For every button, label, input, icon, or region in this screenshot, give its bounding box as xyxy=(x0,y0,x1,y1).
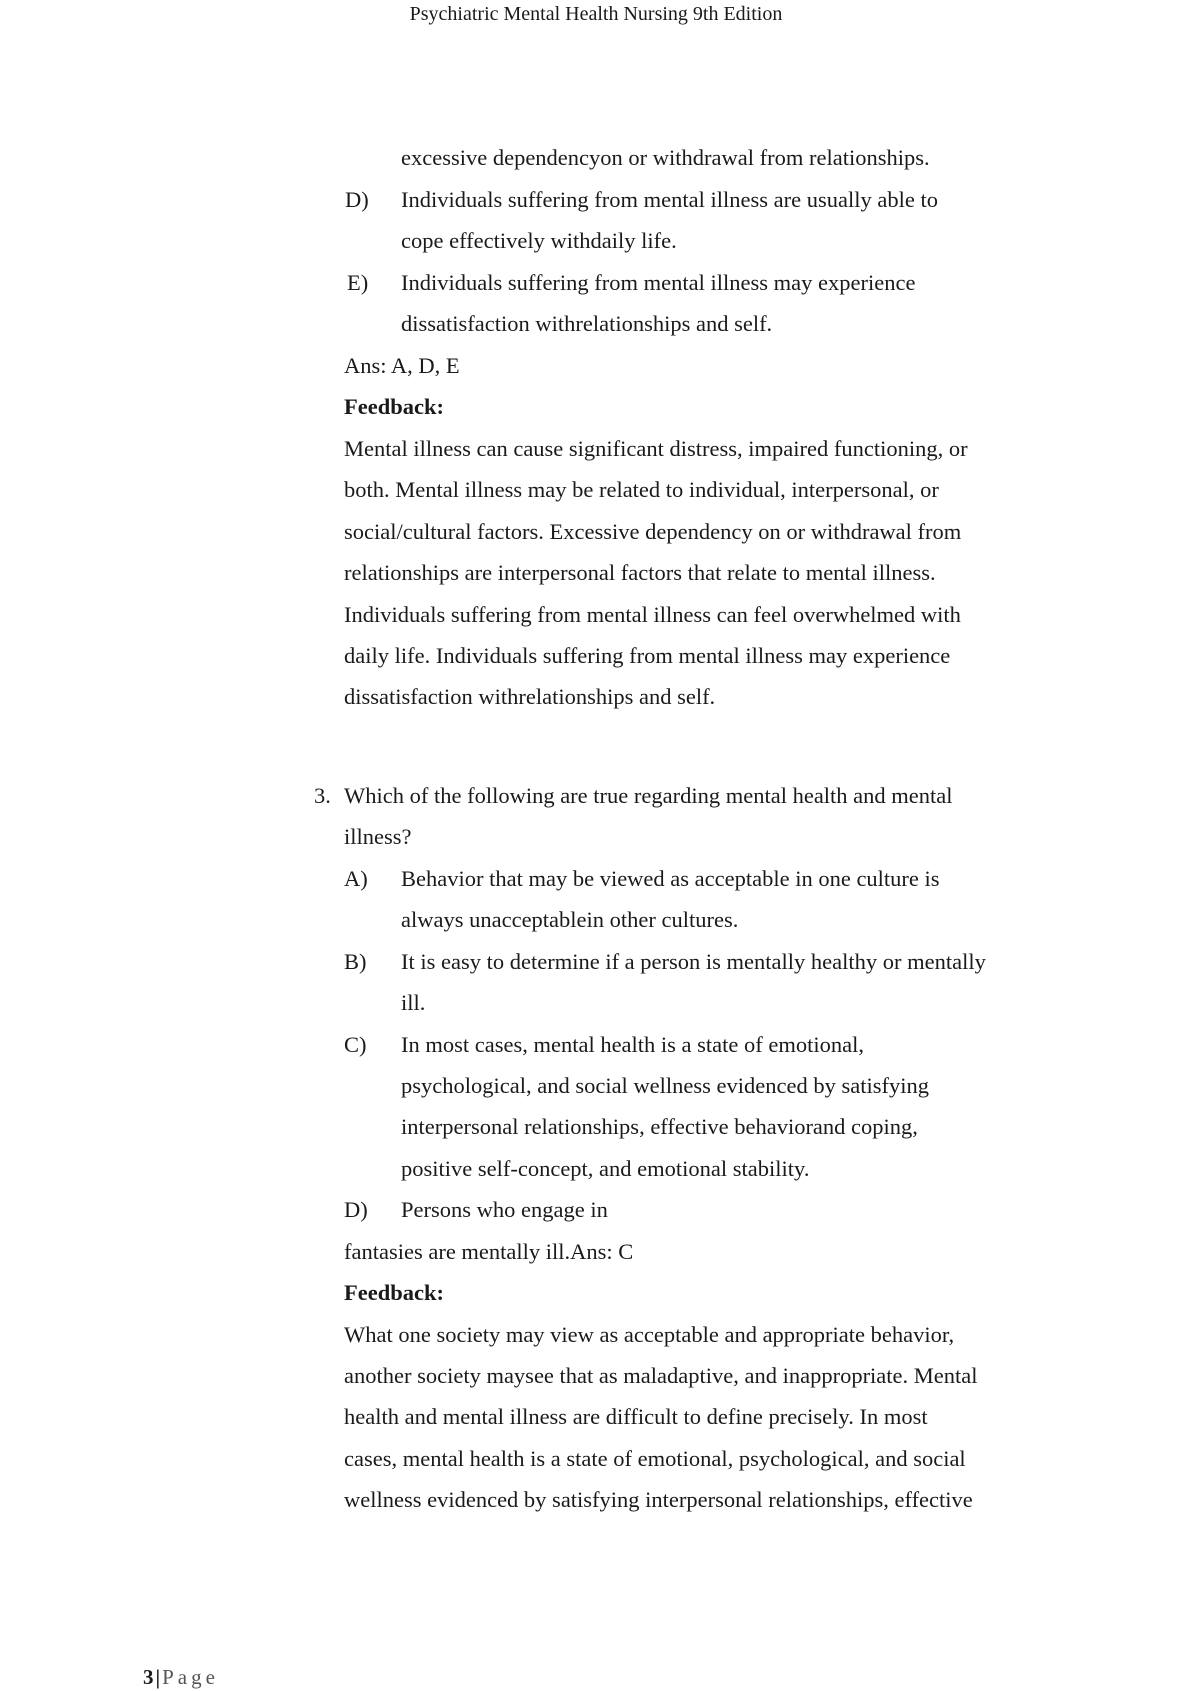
option-c-continuation: excessive dependencyon or withdrawal from relationships. xyxy=(401,145,930,170)
feedback-line: Mental illness can cause significant distress, impaired functioning, or xyxy=(344,436,968,461)
option-e-line: Individuals suffering from mental illness may experience xyxy=(401,270,916,295)
feedback-line: wellness evidenced by satisfying interpersonal relationships, effective xyxy=(344,1487,973,1512)
option-c-line: psychological, and social wellness evidenced by satisfying xyxy=(401,1073,929,1098)
feedback-line: daily life. Individuals suffering from mental illness may experience xyxy=(344,643,951,668)
feedback-line: another society maysee that as maladaptive, and inappropriate. Mental xyxy=(344,1363,978,1388)
option-c-line: In most cases, mental health is a state of emotional, xyxy=(401,1032,864,1057)
feedback-line: cases, mental health is a state of emotional, psychological, and social xyxy=(344,1446,966,1471)
option-letter-c: C) xyxy=(344,1032,367,1057)
feedback-line: What one society may view as acceptable and appropriate behavior, xyxy=(344,1322,955,1347)
option-b-line: It is easy to determine if a person is mentally healthy or mentally xyxy=(401,949,986,974)
option-letter-d: D) xyxy=(345,187,369,212)
footer-separator: | xyxy=(155,1665,161,1689)
page-footer xyxy=(143,1663,219,1691)
option-e-line: dissatisfaction withrelationships and self. xyxy=(401,311,773,336)
question-number: 3. xyxy=(314,783,331,808)
feedback-line: Individuals suffering from mental illness can feel overwhelmed with xyxy=(344,602,961,627)
option-a-line: always unacceptablein other cultures. xyxy=(401,907,739,932)
option-d-line: fantasies are mentally ill.Ans: C xyxy=(344,1239,634,1264)
option-d-line: Individuals suffering from mental illness are usually able to xyxy=(401,187,938,212)
option-letter-e: E) xyxy=(347,270,369,295)
feedback-line: social/cultural factors. Excessive dependency on or withdrawal from xyxy=(344,519,962,544)
feedback-line: relationships are interpersonal factors that relate to mental illness. xyxy=(344,560,936,585)
question-stem: Which of the following are true regarding mental health and mental xyxy=(344,783,953,808)
answer-line: Ans: A, D, E xyxy=(344,353,460,378)
feedback-line: health and mental illness are difficult to define precisely. In most xyxy=(344,1404,928,1429)
option-d-line: Persons who engage in xyxy=(401,1197,608,1222)
feedback-line: both. Mental illness may be related to individual, interpersonal, or xyxy=(344,477,939,502)
option-d-line: cope effectively withdaily life. xyxy=(401,228,677,253)
book-title: Psychiatric Mental Health Nursing 9th Edition xyxy=(409,3,783,25)
option-c-line: positive self-concept, and emotional stability. xyxy=(401,1156,810,1181)
option-letter-b: B) xyxy=(344,949,367,974)
option-letter-d: D) xyxy=(344,1197,368,1222)
question-stem: illness? xyxy=(344,824,412,849)
option-a-line: Behavior that may be viewed as acceptable in one culture is xyxy=(401,866,940,891)
feedback-label: Feedback: xyxy=(344,1280,444,1305)
page-header xyxy=(0,0,1192,28)
option-b-line: ill. xyxy=(401,990,426,1015)
feedback-label: Feedback: xyxy=(344,394,444,419)
page-label: Page xyxy=(162,1665,219,1689)
page-number: 3 xyxy=(143,1665,154,1689)
option-c-line: interpersonal relationships, effective behaviorand coping, xyxy=(401,1114,918,1139)
option-letter-a: A) xyxy=(344,866,368,891)
feedback-line: dissatisfaction withrelationships and self. xyxy=(344,684,716,709)
